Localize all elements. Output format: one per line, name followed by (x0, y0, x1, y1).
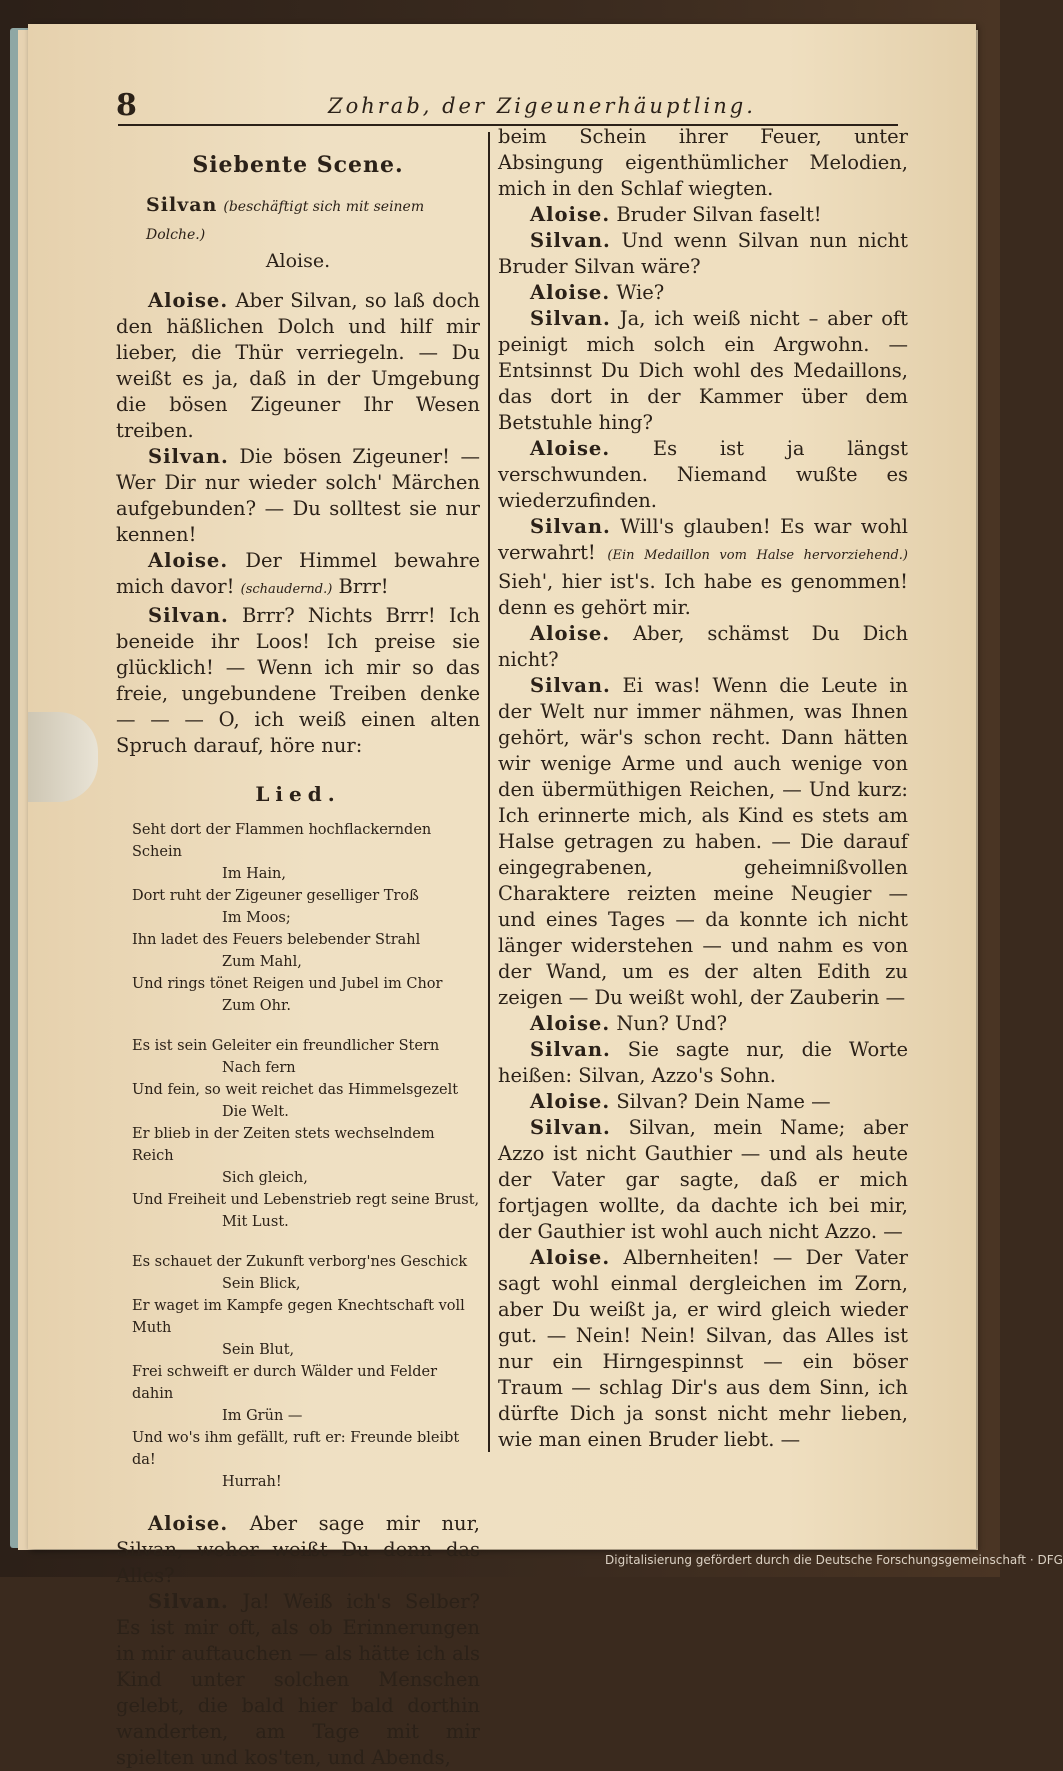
verse-line: Es ist sein Geleiter ein freundlicher Stern (132, 1038, 440, 1054)
speech: Brrr? Nichts Brrr! Ich beneide ihr Loos! Ich preise sie glücklich! — Wenn ich mir so das freie, ungebundene Treiben denke — — — O, ich weiß einen alten Spruch darauf, höre nur: (116, 604, 481, 757)
verse-line: Hurrah! (222, 1474, 282, 1490)
speaker: Aloise. (530, 1012, 611, 1035)
dialogue (498, 1115, 908, 1245)
stage-direction: (schaudernd.) (240, 582, 333, 597)
speaker: Aloise. (148, 549, 229, 572)
verse-line: Ihn ladet des Feuers belebender Strahl (132, 932, 421, 948)
column-divider (488, 132, 490, 1452)
speaker: Aloise. (530, 1090, 611, 1113)
verse-line: Frei schweift er durch Wälder und Felder dahin (132, 1364, 438, 1402)
speech: Aber sage mir nur, Silvan, woher weißt Du denn das Alles? (116, 1512, 480, 1587)
dialogue-continued (498, 124, 908, 202)
dialogue (116, 1511, 480, 1589)
scene-title: Siebente Scene. (192, 152, 404, 178)
speaker: Aloise. (148, 1512, 229, 1535)
speech: Sie sagte nur, die Worte heißen: Silvan, Azzo's Sohn. (498, 1038, 908, 1087)
verse-line: Mit Lust. (222, 1214, 289, 1230)
verse-line: Er waget im Kampfe gegen Knechtschaft voll Muth (132, 1298, 465, 1336)
cast-line-silvan (116, 192, 480, 248)
speech: Will's glauben! Es war wohl verwahrt! (498, 515, 908, 564)
speaker: Silvan. (148, 445, 229, 468)
speech: Ja! Weiß ich's Selber? Es ist mir oft, als ob Erinnerungen in mir auftauchen — als hätte ich als Kind unter solchen Menschen gelebt, die bald hier bald dorthin wanderten, am Tage mit mir spielten und kos'ten, und Abends, (116, 1590, 480, 1769)
dialogue (116, 548, 480, 603)
speaker: Silvan. (530, 515, 611, 538)
speech: Die bösen Zigeuner! — Wer Dir nur wieder solch' Märchen aufgebunden? — Du solltest sie nur kennen! (116, 445, 480, 546)
speaker: Aloise. (530, 281, 611, 304)
speech: Nun? Und? (616, 1012, 728, 1035)
dialogue (498, 228, 908, 280)
verse-line: Sich gleich, (222, 1170, 308, 1186)
stage-direction: (beschäftigt sich mit seinem Dolche.) (146, 199, 425, 243)
speech: Ei was! Wenn die Leute in der Welt nur immer nähmen, was Ihnen gehört, wär's schon recht. Dann hätten wir wenige Arme und auch wenige von den übermüthigen Reichen, — Und kurz: Ich erinnerte mich, als Kind es stets am Halse getragen zu haben. — Die darauf eingegrabenen, geheimnißvollen Charaktere reizten meine Neugier — und eines Tages — da konnte ich nicht länger widerstehen — und nahm es von der Wand, um es der alten Edith zu zeigen — Du weißt wohl, der Zauberin — (498, 674, 908, 1009)
dialogue (116, 603, 480, 759)
speech: Es ist ja längst verschwunden. Niemand wußte es wiederzufinden. (498, 437, 908, 512)
dialogue (498, 306, 908, 436)
verse-line: Im Grün — (222, 1408, 303, 1424)
speaker: Silvan. (530, 1038, 611, 1061)
verse-line: Seht dort der Flammen hochflackernden Schein (132, 822, 432, 860)
speaker: Silvan (146, 194, 218, 216)
speech: Sieh', hier ist's. Ich habe es genommen! denn es gehört mir. (498, 570, 908, 619)
dialogue (498, 673, 908, 1011)
verse-line: Sein Blick, (222, 1276, 301, 1292)
page-number: 8 (116, 88, 137, 123)
speaker: Aloise. (148, 289, 229, 312)
dialogue (116, 444, 480, 548)
song-verse-1 (116, 819, 480, 1017)
speech: Bruder Silvan faselt! (616, 203, 822, 226)
speech: beim Schein ihrer Feuer, unter Absingung eigenthümlicher Melodien, mich in den Schlaf wiegten. (498, 125, 908, 200)
verse-line: Die Welt. (222, 1104, 289, 1120)
running-title: Zohrab, der Zigeunerhäuptling. (328, 94, 756, 118)
verse-line: Im Hain, (222, 866, 286, 882)
dialogue (498, 436, 908, 514)
speaker: Silvan. (530, 1116, 611, 1139)
speech: Aber, schämst Du Dich nicht? (498, 622, 908, 671)
stage-direction: (Ein Medaillon vom Halse hervorziehend.) (607, 548, 909, 563)
dialogue (498, 1011, 908, 1037)
speech: Albernheiten! — Der Vater sagt wohl einmal dergleichen im Zorn, aber Du weißt ja, er wird gleich wieder gut. — Nein! Nein! Silvan, das Alles ist nur ein Hirngespinnst — ein böser Traum — schlag Dir's aus dem Sinn, ich dürfte Dich ja sonst nicht mehr lieben, wie man einen Bruder liebt. — (498, 1246, 908, 1451)
song-verse-3 (116, 1251, 480, 1493)
verse-line: Und rings tönet Reigen und Jubel im Chor (132, 976, 443, 992)
verse-line: Dort ruht der Zigeuner geselliger Troß (132, 888, 419, 904)
dialogue (498, 514, 908, 621)
cast-line-aloise: Aloise. (265, 250, 331, 272)
speech: Aber Silvan, so laß doch den häßlichen Dolch und hilf mir lieber, die Thür verriegeln. — Du weißt es ja, daß in der Umgebung die bösen Zigeuner Ihr Wesen treiben. (116, 289, 480, 442)
verse-line: Es schauet der Zukunft verborg'nes Geschick (132, 1254, 468, 1270)
speaker: Aloise. (530, 1246, 611, 1269)
speech: Der Himmel bewahre mich davor! (116, 549, 481, 598)
verse-line: Zum Mahl, (222, 954, 302, 970)
verse-line: Und fein, so weit reichet das Himmelsgezelt (132, 1082, 459, 1098)
dialogue (498, 1245, 908, 1453)
speech: Silvan, mein Name; aber Azzo ist nicht Gauthier — und als heute der Vater gar sagte, daß er mich fortjagen wollte, da dachte ich bei mir, der Gauthier ist wohl auch nicht Azzo. — (498, 1116, 908, 1243)
speech: Wie? (616, 281, 665, 304)
verse-line: Und Freiheit und Lebenstrieb regt seine Brust, (132, 1192, 480, 1208)
verse-line: Zum Ohr. (222, 998, 291, 1014)
speaker: Silvan. (530, 229, 611, 252)
verse-line: Und wo's ihm gefällt, ruft er: Freunde bleibt da! (132, 1430, 460, 1468)
speaker: Aloise. (530, 203, 611, 226)
speech: Ja, ich weiß nicht – aber oft peinigt mich solch ein Argwohn. — Entsinnst Du Dich wohl des Medaillons, das dort in der Kammer über dem Betstuhle hing? (498, 307, 908, 434)
song-title: Lied. (255, 782, 341, 806)
speaker: Aloise. (530, 437, 611, 460)
dialogue (498, 1089, 908, 1115)
verse-line: Sein Blut, (222, 1342, 295, 1358)
song-verse-2 (116, 1035, 480, 1233)
dialogue (498, 280, 908, 306)
right-column (498, 124, 908, 1453)
speaker: Silvan. (530, 307, 611, 330)
dialogue (498, 1037, 908, 1089)
speaker: Silvan. (148, 604, 229, 627)
dialogue (498, 621, 908, 673)
speaker: Aloise. (530, 622, 611, 645)
speech: Und wenn Silvan nun nicht Bruder Silvan wäre? (498, 229, 908, 278)
dfg-footer: Digitalisierung gefördert durch die Deutsche Forschungsgemeinschaft · DFG (605, 1553, 1063, 1567)
verse-line: Nach fern (222, 1060, 296, 1076)
dialogue (116, 1589, 480, 1771)
speech: Brrr! (338, 575, 389, 598)
speech: Silvan? Dein Name — (616, 1090, 831, 1113)
speaker: Silvan. (530, 674, 611, 697)
dialogue (498, 202, 908, 228)
verse-line: Er blieb in der Zeiten stets wechselndem Reich (132, 1126, 435, 1164)
left-column (116, 132, 480, 1771)
dialogue (116, 288, 480, 444)
verse-line: Im Moos; (222, 910, 291, 926)
speaker: Silvan. (148, 1590, 229, 1613)
